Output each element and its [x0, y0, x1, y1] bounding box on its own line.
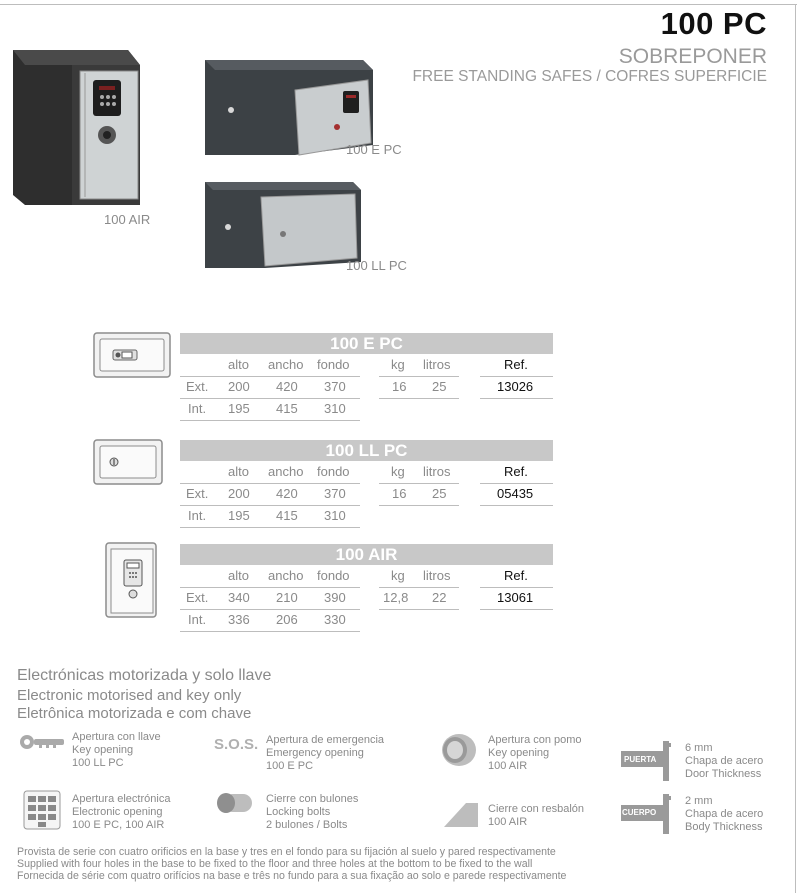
col-ref: Ref. — [504, 464, 528, 479]
keypad-icon — [23, 790, 61, 830]
frame-right-line — [795, 4, 796, 893]
page-title: 100 PC — [660, 6, 767, 41]
col-litros: litros — [423, 568, 451, 583]
col-ancho: ancho — [268, 357, 304, 372]
cell-litros: 22 — [432, 590, 447, 605]
cell-ref: 13026 — [497, 379, 534, 394]
cell-fondo: 310 — [324, 401, 346, 416]
feature-line: Apertura de emergencia — [266, 734, 385, 746]
cell-alto: 195 — [228, 508, 250, 523]
page-subtitle-secondary: FREE STANDING SAFES / COFRES SUPERFICIE — [412, 68, 767, 85]
cell-fondo: 390 — [324, 590, 346, 605]
col-litros: litros — [423, 357, 451, 372]
caption-100-e-pc: 100 E PC — [346, 142, 402, 157]
table-title: 100 E PC — [180, 333, 553, 354]
door-label: PUERTA — [624, 755, 657, 764]
caption-100-ll-pc: 100 LL PC — [346, 258, 407, 273]
table-row-int — [180, 505, 553, 527]
feature-line: 2 mm — [685, 795, 713, 807]
feature-line: 100 AIR — [488, 760, 528, 772]
latch-icon — [444, 801, 478, 827]
cell-fondo: 310 — [324, 508, 346, 523]
footer-note-pt: Fornecida de série com quatro orifícios na base e três no fundo para a sua fixação ao solo e parede respectivamente — [17, 870, 567, 882]
feature-line: 2 bulones / Bolts — [266, 819, 348, 831]
table-header-row — [180, 354, 553, 376]
caption-100-air: 100 AIR — [104, 212, 151, 227]
body-label: CUERPO — [622, 808, 657, 817]
spec-table-100-e-pc — [180, 333, 553, 420]
table-row-int — [180, 609, 553, 631]
col-litros: litros — [423, 464, 451, 479]
row-label: Int. — [188, 612, 207, 627]
cell-alto: 336 — [228, 612, 250, 627]
footer-note-en: Supplied with four holes in the base to be fixed to the floor and three holes at the bottom to be fixed to the wall — [17, 858, 533, 870]
cell-ancho: 206 — [276, 612, 298, 627]
row-label: Ext. — [186, 590, 209, 605]
features-heading-en: Electronic motorised and key only — [17, 687, 242, 704]
feature-line: 6 mm — [685, 742, 713, 754]
frame-top-line — [0, 4, 797, 5]
feature-locking-bolts — [266, 793, 358, 832]
feature-line: Apertura con llave — [72, 731, 161, 743]
cell-fondo: 370 — [324, 486, 346, 501]
table-row-ext — [180, 376, 553, 398]
cell-alto: 195 — [228, 401, 250, 416]
col-alto: alto — [228, 464, 249, 479]
spec-table-100-ll-pc — [180, 440, 553, 527]
cell-ancho: 415 — [276, 401, 298, 416]
cell-litros: 25 — [432, 486, 447, 501]
feature-line: Emergency opening — [266, 747, 364, 759]
cell-fondo: 330 — [324, 612, 346, 627]
safe-air-drawing — [103, 540, 159, 620]
cell-alto: 340 — [228, 590, 250, 605]
page-subtitle: SOBREPONER — [618, 45, 767, 68]
col-kg: kg — [391, 357, 405, 372]
col-kg: kg — [391, 568, 405, 583]
feature-line: Locking bolts — [266, 806, 331, 818]
feature-key-opening — [72, 731, 161, 770]
col-ancho: ancho — [268, 464, 304, 479]
feature-line: Body Thickness — [685, 821, 763, 833]
safe-ll-pc-drawing — [91, 437, 165, 487]
col-alto: alto — [228, 568, 249, 583]
feature-line: 100 E PC — [266, 760, 314, 772]
feature-line: Cierre con resbalón — [488, 803, 584, 815]
feature-line: Chapa de acero — [685, 755, 764, 767]
col-ref: Ref. — [504, 568, 528, 583]
feature-line: Cierre con bulones — [266, 793, 359, 805]
sos-icon: S.O.S. — [214, 736, 259, 753]
cell-kg: 16 — [392, 379, 407, 394]
feature-line: Chapa de acero — [685, 808, 764, 820]
safe-e-pc-drawing — [91, 330, 173, 380]
col-alto: alto — [228, 357, 249, 372]
feature-body-thickness — [685, 795, 763, 834]
cell-ref: 05435 — [497, 486, 534, 501]
table-title: 100 LL PC — [180, 440, 553, 461]
table-header-row — [180, 565, 553, 587]
features-heading-pt: Eletrônica motorizada e com chave — [17, 705, 252, 722]
cell-ancho: 420 — [276, 486, 298, 501]
table-header-row — [180, 461, 553, 483]
cell-kg: 16 — [392, 486, 407, 501]
col-fondo: fondo — [317, 568, 350, 583]
footer-note-es: Provista de serie con cuatro orificios en la base y tres en el fondo para su fijación al suelo y pared respectivamente — [17, 846, 556, 858]
feature-line: Key opening — [488, 747, 550, 759]
bolt-icon — [214, 790, 256, 816]
spec-table-100-air — [180, 544, 553, 631]
col-kg: kg — [391, 464, 405, 479]
cell-alto: 200 — [228, 486, 250, 501]
col-ref: Ref. — [504, 357, 528, 372]
row-label: Ext. — [186, 379, 209, 394]
cell-ancho: 210 — [276, 590, 298, 605]
cell-kg: 12,8 — [383, 590, 409, 605]
features-heading-es: Electrónicas motorizada y solo llave — [17, 667, 272, 684]
cell-fondo: 370 — [324, 379, 346, 394]
table-row-ext — [180, 587, 553, 609]
feature-line: Apertura con pomo — [488, 734, 582, 746]
col-fondo: fondo — [317, 357, 350, 372]
knob-icon — [440, 732, 478, 768]
col-fondo: fondo — [317, 464, 350, 479]
feature-line: 100 AIR — [488, 816, 528, 828]
row-label: Ext. — [186, 486, 209, 501]
table-title: 100 AIR — [180, 544, 553, 565]
table-row-ext — [180, 483, 553, 505]
row-label: Int. — [188, 508, 207, 523]
feature-line: 100 LL PC — [72, 757, 124, 769]
key-icon — [19, 734, 67, 750]
row-label: Int. — [188, 401, 207, 416]
cell-ref: 13061 — [497, 590, 534, 605]
feature-door-thickness — [685, 742, 763, 781]
safe-100-air-photo — [10, 45, 145, 210]
safe-100-ll-pc-photo — [203, 172, 363, 270]
feature-sliding-latch — [488, 803, 584, 829]
feature-line: Door Thickness — [685, 768, 762, 780]
cell-litros: 25 — [432, 379, 447, 394]
feature-line: 100 E PC, 100 AIR — [72, 819, 165, 831]
feature-knob-opening — [488, 734, 582, 773]
cell-ancho: 420 — [276, 379, 298, 394]
feature-emergency-opening — [266, 734, 384, 773]
feature-line: Apertura electrónica — [72, 793, 171, 805]
feature-electronic-opening — [72, 793, 170, 832]
feature-line: Electronic opening — [72, 806, 163, 818]
cell-alto: 200 — [228, 379, 250, 394]
col-ancho: ancho — [268, 568, 304, 583]
feature-line: Key opening — [72, 744, 134, 756]
cell-ancho: 415 — [276, 508, 298, 523]
table-row-int — [180, 398, 553, 420]
